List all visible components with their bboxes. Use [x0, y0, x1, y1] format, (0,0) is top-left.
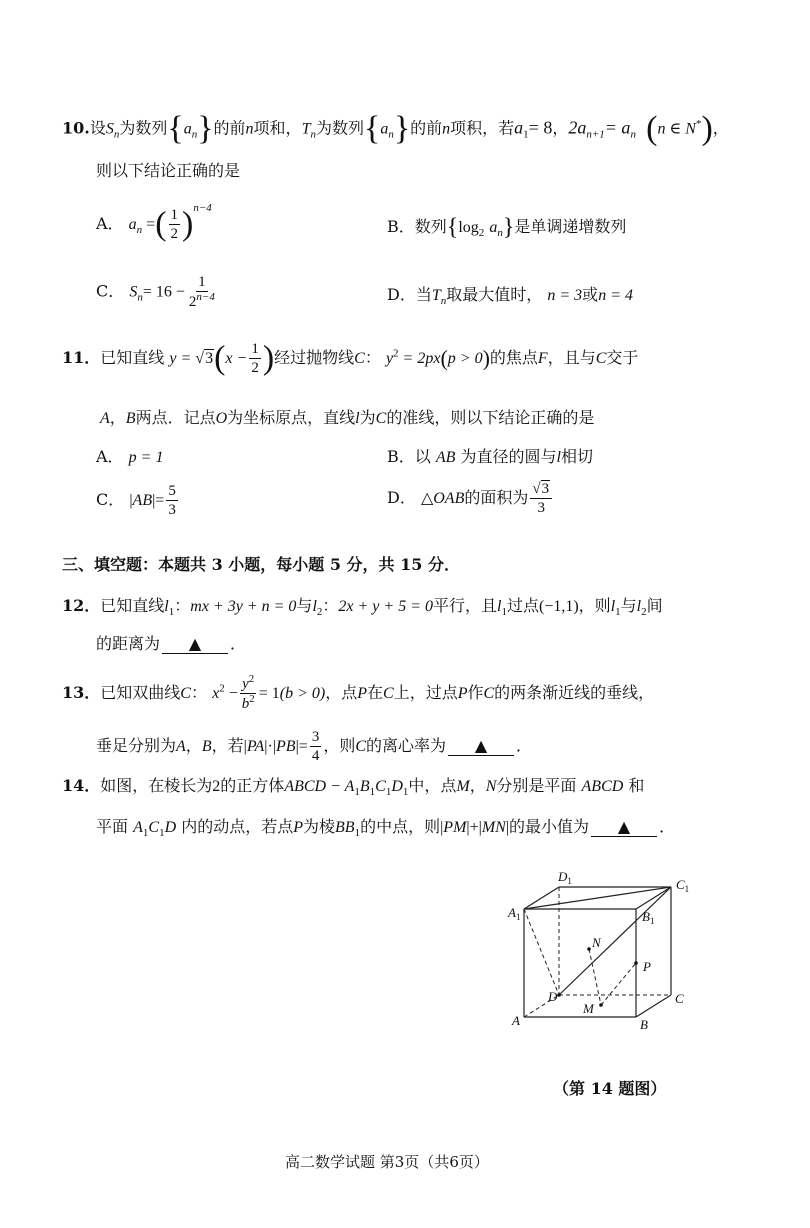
segment-A1D	[524, 909, 559, 995]
point-D	[557, 993, 561, 997]
label-A: A	[512, 1013, 520, 1028]
label-B1: $B_1$	[642, 909, 655, 926]
label-N: N	[592, 935, 601, 950]
q10-option-b: B．数列{$\log_2$ $a_n$}是单调递增数列	[387, 214, 627, 241]
label-C1: $C_1$	[676, 877, 690, 894]
q11-line2: A，B两点．记点O为坐标原点，直线l为C的准线，则以下结论正确的是	[100, 408, 595, 427]
segment-DC1	[559, 887, 671, 995]
q14-answer-blank[interactable]	[591, 818, 657, 837]
edge-A1D1	[524, 887, 559, 909]
edge-B1C1	[636, 887, 671, 909]
label-D1: $D_1$	[558, 869, 572, 886]
q10-option-a: A． $a_n$ =( $\frac{1}{2}$ )$^{n-4}$	[96, 202, 212, 243]
q13-answer-blank[interactable]	[448, 737, 514, 756]
q11-option-b: B．以 AB 为直径的圆与l相切	[387, 447, 593, 466]
triangle-icon: ▲	[474, 736, 488, 755]
point-N	[587, 947, 591, 951]
q11-option-a: A． p = 1	[96, 447, 164, 466]
label-B: B	[640, 1017, 648, 1032]
edge-A1C1	[524, 887, 671, 909]
q11-stem: 11．已知直线 y = √3(x − $\frac{1}{2}$ )经过抛物线C： $y^2 = 2px(p > 0)$的焦点F，且与C交于	[62, 339, 639, 377]
q12-line2: 的距离为 ▲ ．	[96, 634, 247, 653]
q11-option-c: C． |AB|= $\frac{5}{3}$	[96, 483, 176, 518]
label-A1: $A_1$	[508, 905, 521, 922]
label-C: C	[675, 991, 684, 1006]
q13-stem: 13．已知双曲线C： $x^2$ − $\frac{y^2}{b^2}$ = 1(b > 0)，点P在C上，过点P作C的两条渐近线的垂线，	[62, 673, 655, 712]
label-D: D	[548, 989, 558, 1004]
segment-MP	[601, 963, 636, 1005]
page-footer: 高二数学试题 第3页（共6页）	[285, 1153, 489, 1171]
q10-line2: 则以下结论正确的是	[96, 161, 241, 180]
q13-line2: 垂足分别为A，B，若|PA|·|PB|= $\frac{3}{4}$ ，则C的离心率为 ▲ ．	[96, 729, 533, 764]
triangle-icon: ▲	[617, 817, 631, 836]
edge-BC	[636, 995, 671, 1017]
q11-option-d: D． △OAB的面积为 $\frac{√3}{3}$	[387, 480, 554, 517]
segment-NM	[589, 949, 601, 1005]
q12-answer-blank[interactable]	[162, 635, 228, 654]
label-P: P	[643, 959, 651, 974]
figure-caption: （第 14 题图）	[553, 1079, 667, 1098]
q14-line2: 平面 $A_1C_1D$ 内的动点，若点P为棱$BB_1$的中点，则|PM|+|MN|的最小值为 ▲ ．	[96, 817, 676, 840]
point-P	[634, 961, 638, 965]
q10-option-d: D．当$T_n$取最大值时， n = 3或n = 4	[387, 285, 633, 308]
section-3-heading: 三、填空题：本题共 3 小题，每小题 5 分，共 15 分．	[62, 555, 460, 574]
triangle-icon: ▲	[188, 634, 202, 653]
q10-stem: 10.设$S_n$为数列$\{a_n\}$的前n项和，$T_n$为数列$\{a_n\}$的前n项积，若$a_1= 8$，$2a_{n+1}= a_n$ (n ∈ N*)，	[62, 110, 729, 147]
q14-stem: 14．如图，在棱长为2的正方体ABCD − $A_1B_1C_1D_1$中，点M，N分别是平面 ABCD 和	[62, 776, 645, 799]
point-M	[599, 1003, 603, 1007]
cube-figure	[506, 865, 706, 1040]
q12-stem: 12．已知直线$l_1$：mx + 3y + n = 0与$l_2$：2x + y + 5 = 0平行，且$l_1$过点(−1,1)，则$l_1$与$l_2$间	[62, 596, 663, 619]
label-M: M	[583, 1001, 594, 1016]
q10-option-c: C． $S_n= 16$ − $\frac{1}{2^{n-4}}$	[96, 274, 215, 310]
